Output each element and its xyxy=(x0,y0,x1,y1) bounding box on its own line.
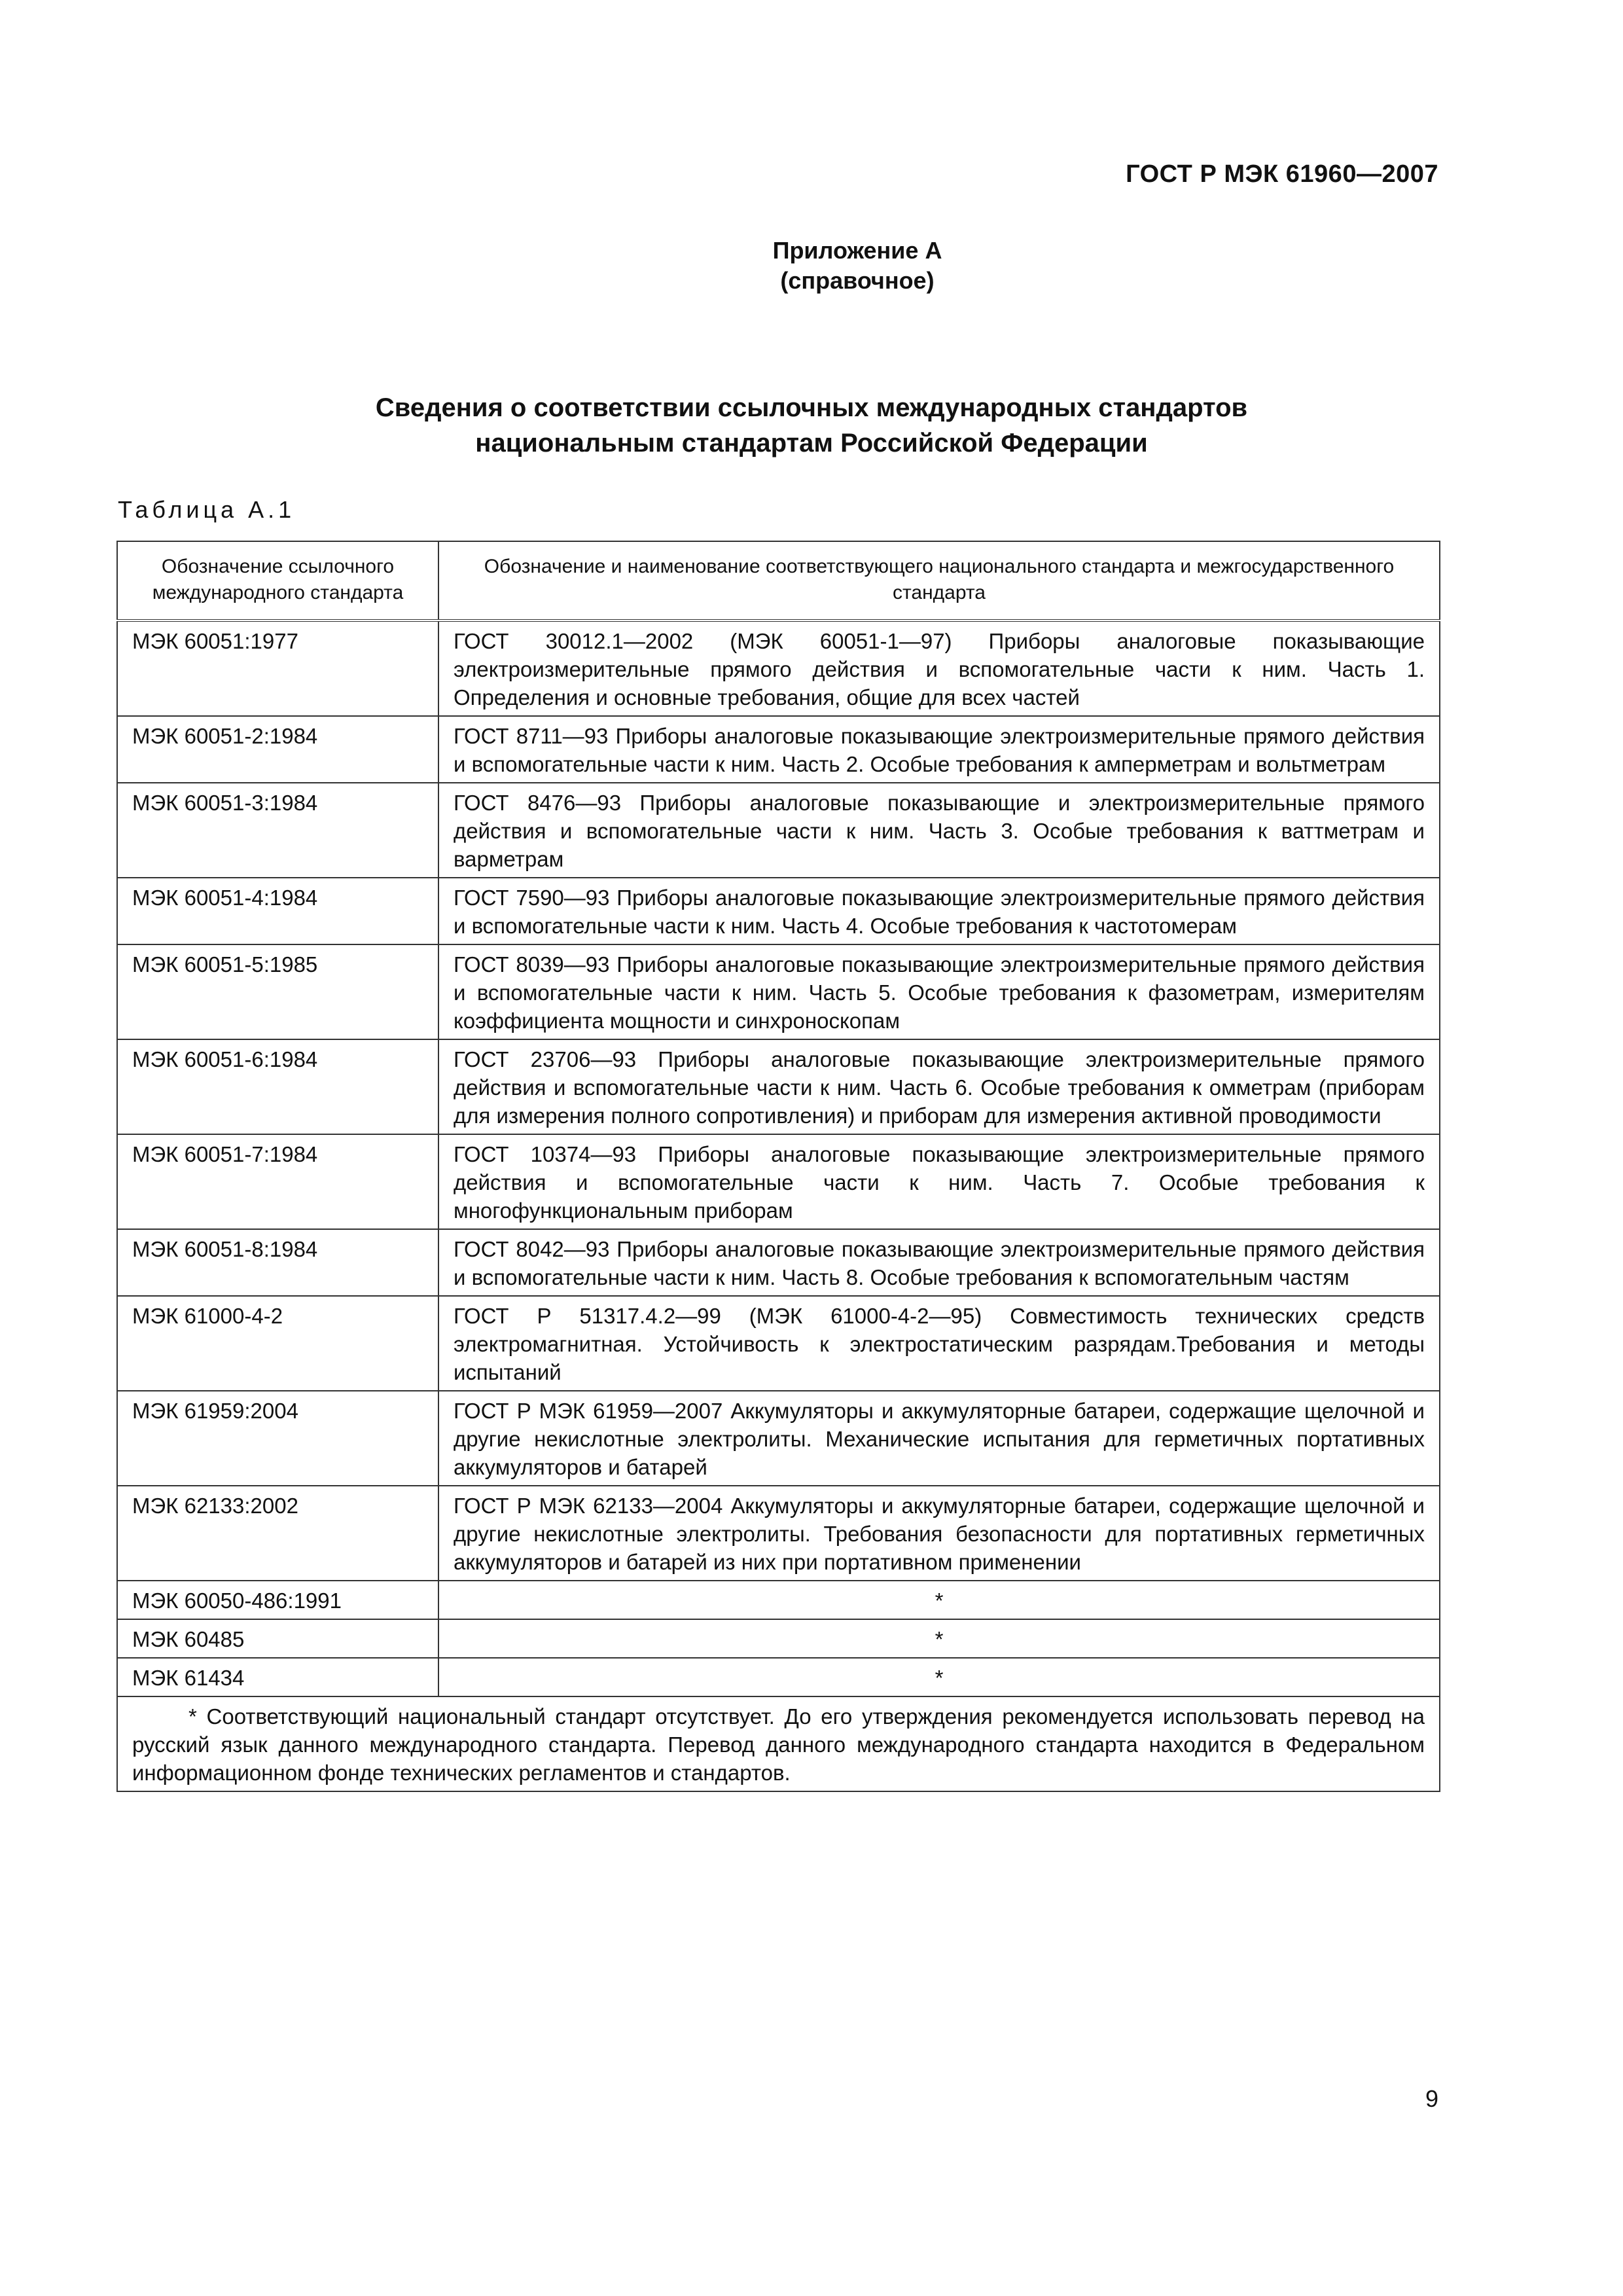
table-row xyxy=(117,620,1440,716)
cell-national-standard: ГОСТ 23706—93 Приборы аналоговые показывающие электроизмерительные прямого действия и вспомогательные части к ним. Часть 6. Особые требования к омметрам (приборам для измерения полного сопротивления) и приборам для измерения активной проводимости xyxy=(438,1039,1440,1134)
cell-international-code: МЭК 62133:2002 xyxy=(117,1486,438,1581)
cell-national-standard: ГОСТ Р МЭК 62133—2004 Аккумуляторы и аккумуляторные батареи, содержащие щелочной и другие некислотные электролиты. Требования безопасности для портативных герметичных аккумуляторов и батарей из них при портативном применении xyxy=(438,1486,1440,1581)
cell-national-standard: * xyxy=(438,1658,1440,1696)
document-code: ГОСТ Р МЭК 61960—2007 xyxy=(1126,160,1438,188)
cell-international-code: МЭК 60051-2:1984 xyxy=(117,716,438,783)
cell-international-code: МЭК 61959:2004 xyxy=(117,1391,438,1486)
cell-international-code: МЭК 61434 xyxy=(117,1658,438,1696)
cell-international-code: МЭК 60051:1977 xyxy=(117,620,438,716)
cell-national-standard: ГОСТ 10374—93 Приборы аналоговые показывающие электроизмерительные прямого действия и вспомогательные части к ним. Часть 7. Особые требования к многофункциональным приборам xyxy=(438,1134,1440,1229)
reference-table xyxy=(116,541,1440,1792)
table-row xyxy=(117,1391,1440,1486)
table-row xyxy=(117,1229,1440,1296)
table-label: Таблица А.1 xyxy=(118,496,296,523)
header-international-standard: Обозначение ссылочного международного стандарта xyxy=(117,541,438,620)
appendix-heading xyxy=(0,236,1623,296)
table-row xyxy=(117,1134,1440,1229)
table-footnote: * Соответствующий национальный стандарт отсутствует. До его утверждения рекомендуется использовать перевод на русский язык данного международного стандарта. Перевод данного международного стандарта находится в Федеральном информационном фонде технических регламентов и стандартов. xyxy=(117,1696,1440,1791)
cell-international-code: МЭК 60485 xyxy=(117,1619,438,1658)
cell-international-code: МЭК 60051-5:1985 xyxy=(117,944,438,1039)
cell-national-standard: ГОСТ 8476—93 Приборы аналоговые показывающие и электроизмерительные прямого действия и вспомогательные части к ним. Часть 3. Особые требования к ваттметрам и варметрам xyxy=(438,783,1440,878)
cell-international-code: МЭК 60051-7:1984 xyxy=(117,1134,438,1229)
cell-international-code: МЭК 60051-8:1984 xyxy=(117,1229,438,1296)
cell-national-standard: ГОСТ 8711—93 Приборы аналоговые показывающие электроизмерительные прямого действия и вспомогательные части к ним. Часть 2. Особые требования к амперметрам и вольтметрам xyxy=(438,716,1440,783)
appendix-label: Приложение А xyxy=(772,237,942,264)
section-title-line-1: Сведения о соответствии ссылочных международных стандартов xyxy=(375,393,1248,422)
table-row xyxy=(117,783,1440,878)
cell-international-code: МЭК 60050-486:1991 xyxy=(117,1581,438,1619)
cell-international-code: МЭК 61000-4-2 xyxy=(117,1296,438,1391)
cell-national-standard: ГОСТ Р МЭК 61959—2007 Аккумуляторы и аккумуляторные батареи, содержащие щелочной и другие некислотные электролиты. Механические испытания для герметичных портативных аккумуляторов и батарей xyxy=(438,1391,1440,1486)
table-header-row xyxy=(117,541,1440,620)
section-title-line-2: национальным стандартам Российской Федерации xyxy=(475,429,1148,457)
table-row xyxy=(117,716,1440,783)
table-row xyxy=(117,1296,1440,1391)
section-title xyxy=(118,390,1505,461)
table-row xyxy=(117,944,1440,1039)
header-national-standard: Обозначение и наименование соответствующего национального стандарта и межгосударственного стандарта xyxy=(438,541,1440,620)
table-row xyxy=(117,1486,1440,1581)
cell-national-standard: ГОСТ 8039—93 Приборы аналоговые показывающие электроизмерительные прямого действия и вспомогательные части к ним. Часть 5. Особые требования к фазометрам, измерителям коэффициента мощности и синхроноскопам xyxy=(438,944,1440,1039)
table-row xyxy=(117,878,1440,944)
table-row xyxy=(117,1581,1440,1619)
table-row xyxy=(117,1039,1440,1134)
table-footnote-row xyxy=(117,1696,1440,1791)
table-row xyxy=(117,1619,1440,1658)
table-row xyxy=(117,1658,1440,1696)
cell-national-standard: * xyxy=(438,1619,1440,1658)
cell-national-standard: ГОСТ 30012.1—2002 (МЭК 60051-1—97) Приборы аналоговые показывающие электроизмерительные прямого действия и вспомогательные части к ним. Часть 1. Определения и основные требования, общие для всех частей xyxy=(438,620,1440,716)
cell-international-code: МЭК 60051-4:1984 xyxy=(117,878,438,944)
cell-international-code: МЭК 60051-6:1984 xyxy=(117,1039,438,1134)
page-number: 9 xyxy=(1425,2085,1438,2112)
cell-international-code: МЭК 60051-3:1984 xyxy=(117,783,438,878)
cell-national-standard: ГОСТ 7590—93 Приборы аналоговые показывающие электроизмерительные прямого действия и вспомогательные части к ним. Часть 4. Особые требования к частотомерам xyxy=(438,878,1440,944)
cell-national-standard: ГОСТ 8042—93 Приборы аналоговые показывающие электроизмерительные прямого действия и вспомогательные части к ним. Часть 8. Особые требования к вспомогательным частям xyxy=(438,1229,1440,1296)
cell-national-standard: * xyxy=(438,1581,1440,1619)
cell-national-standard: ГОСТ Р 51317.4.2—99 (МЭК 61000-4-2—95) Совместимость технических средств электромагнитная. Устойчивость к электростатическим разрядам.Требования и методы испытаний xyxy=(438,1296,1440,1391)
appendix-type: (справочное) xyxy=(780,267,935,294)
